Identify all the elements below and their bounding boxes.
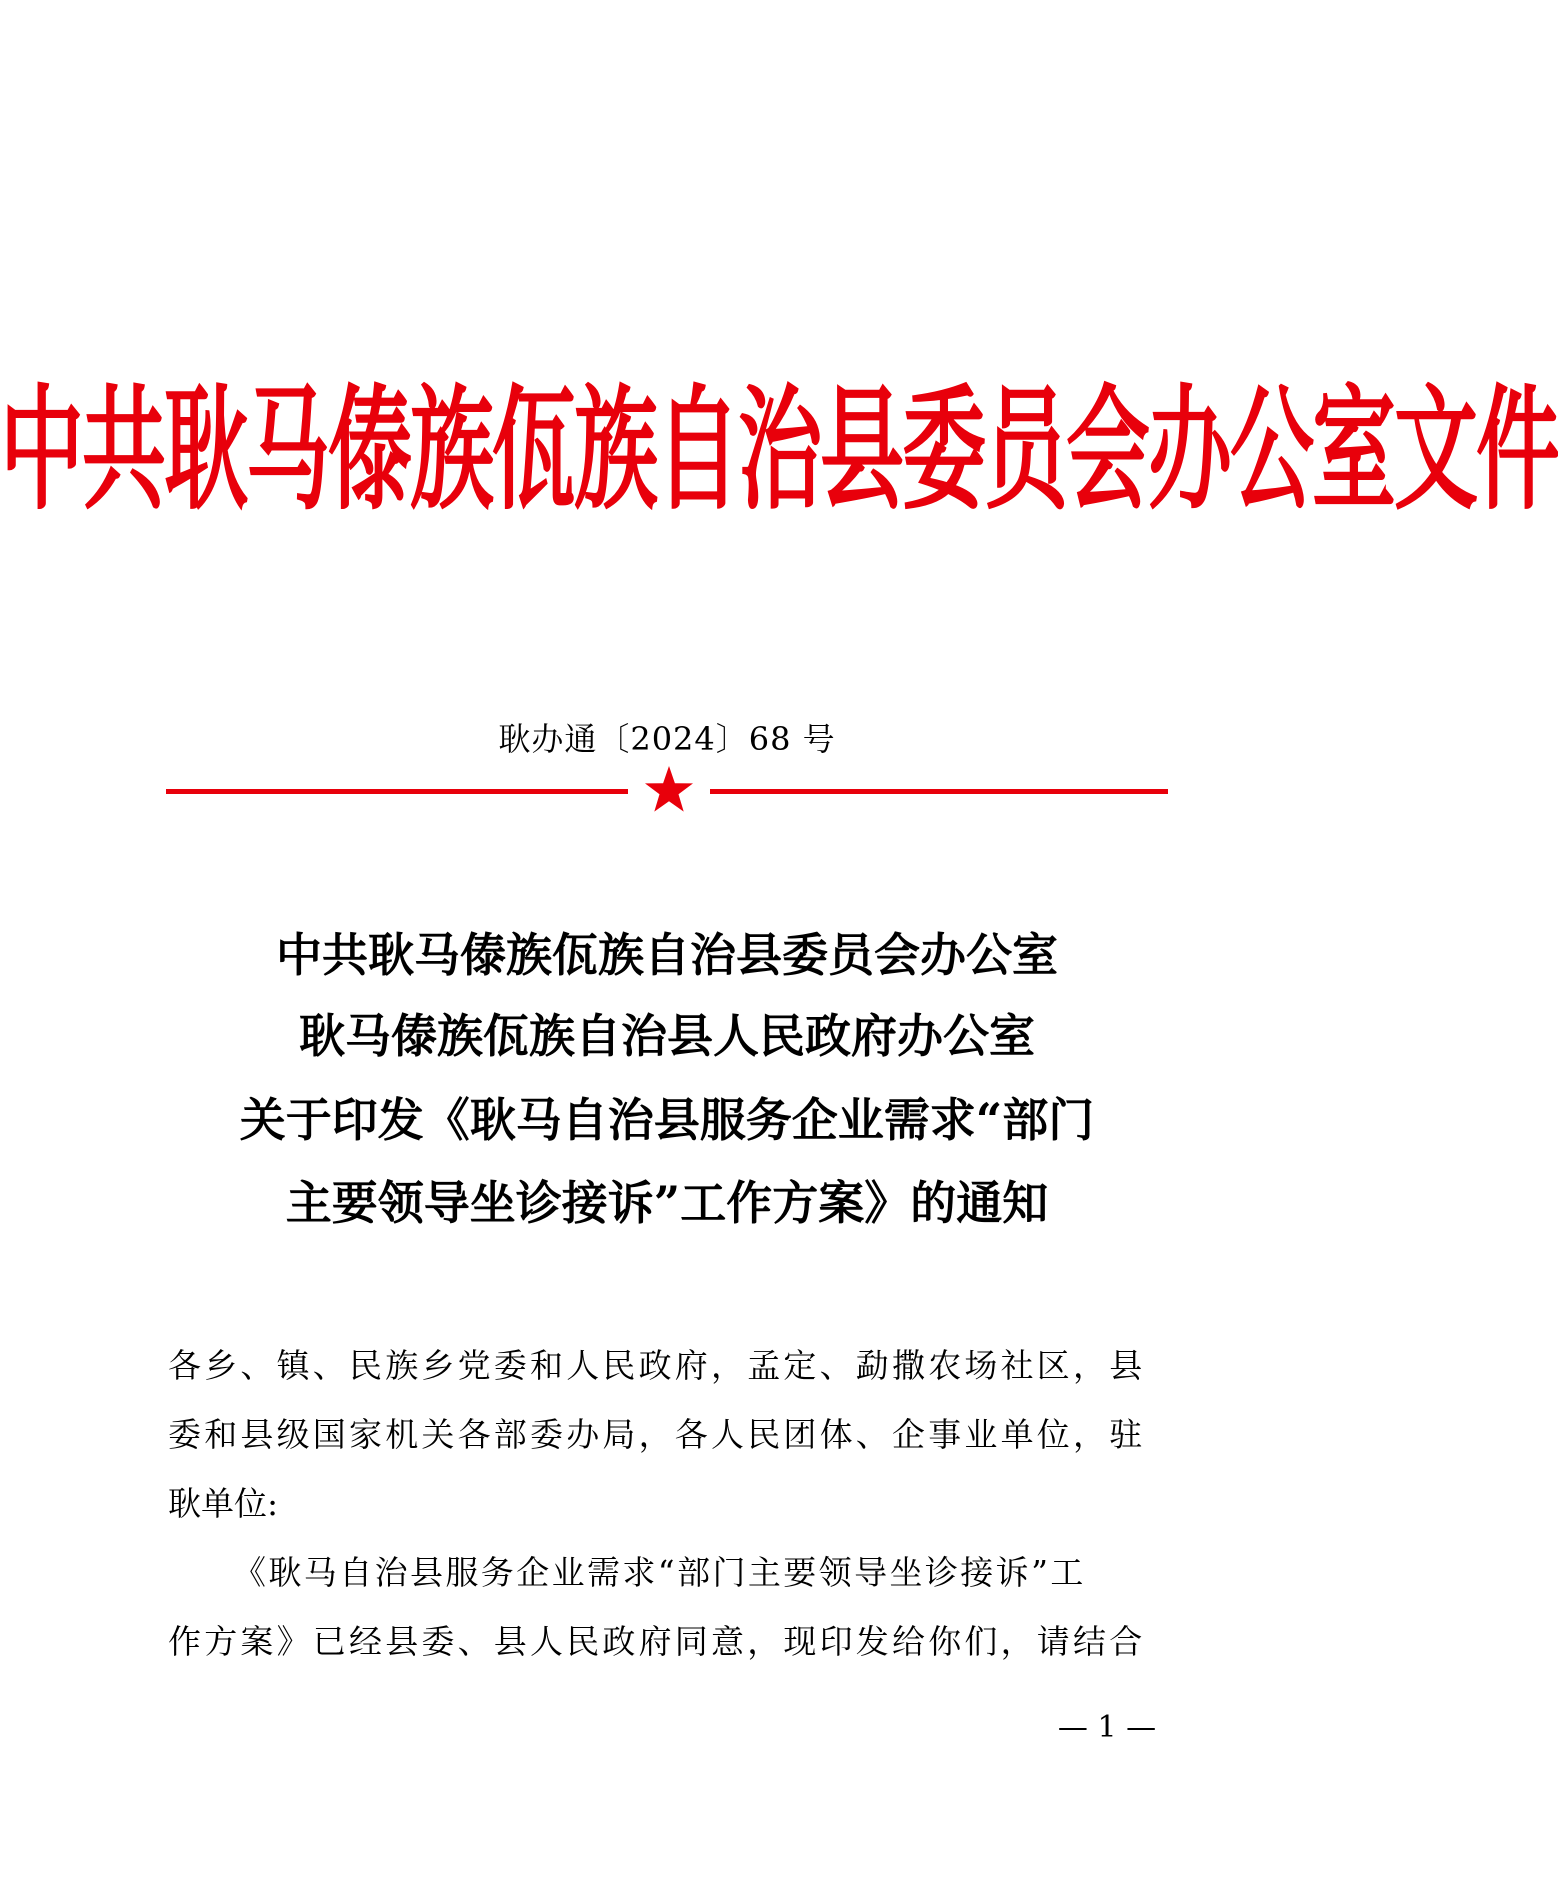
title-line-2: 耿马傣族佤族自治县人民政府办公室 [299,1009,1035,1063]
document-number: 耿办通〔2024〕68 号 [498,720,836,758]
recipient-line-1: 各乡、镇、民族乡党委和人民政府，孟定、勐撒农场社区，县 [168,1346,1146,1385]
recipient-line-3: 耿单位: [168,1484,279,1523]
recipient-line-2: 委和县级国家机关各部委办局，各人民团体、企事业单位，驻 [168,1415,1146,1454]
paragraph-line-2: 作方案》已经县委、县人民政府同意，现印发给你们，请结合 [168,1622,1146,1661]
paragraph-line-1: 《耿马自治县服务企业需求“部门主要领导坐诊接诉”工 [233,1553,1086,1592]
title-line-3: 关于印发《耿马自治县服务企业需求“部门 [239,1093,1095,1147]
title-line-1: 中共耿马傣族佤族自治县委员会办公室 [276,928,1058,982]
red-rule-left [166,789,628,794]
masthead-title [0,371,1558,529]
star-icon [644,765,694,813]
star-shape [645,766,693,812]
red-rule-right [710,789,1168,794]
title-line-4: 主要领导坐诊接诉”工作方案》的通知 [285,1176,1049,1230]
masthead-text: 中共耿马傣族佤族自治县委员会办公室文件 [0,371,1558,529]
page-number: — 1 — [1057,1710,1157,1745]
